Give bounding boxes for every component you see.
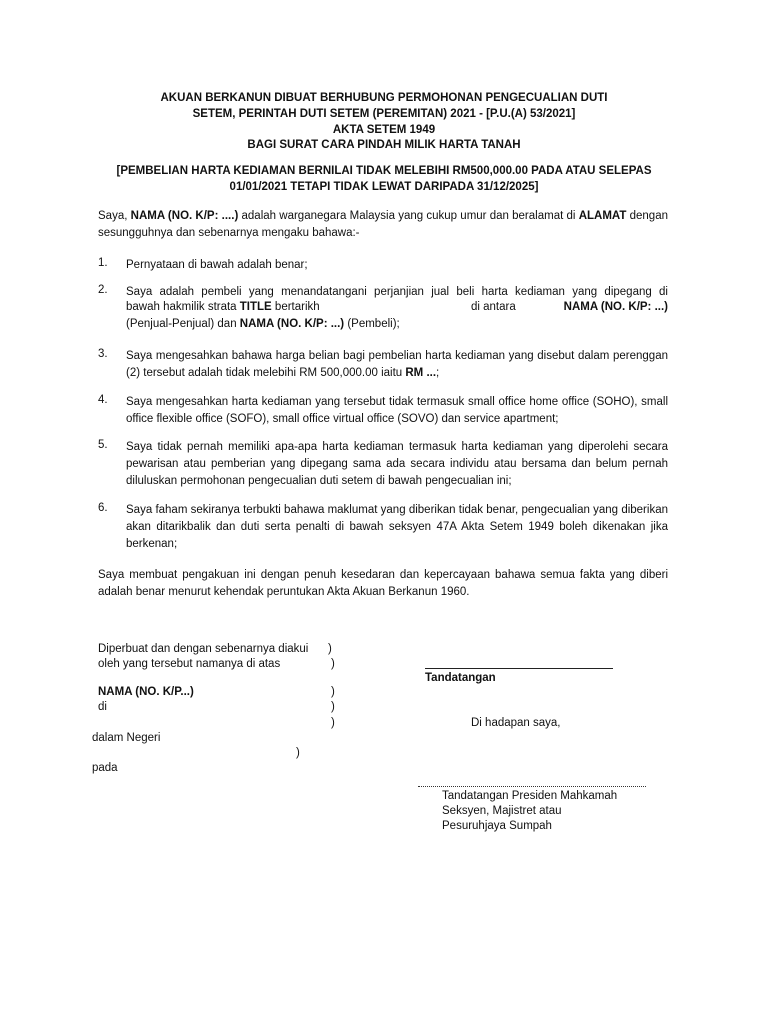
item-4-text: Saya mengesahkan harta kediaman yang tersebut tidak termasuk small office home office (SOHO), small office flexible office (SOFO), small office virtual office (SOVO) dan service apartment;: [126, 396, 668, 425]
item-2-text: Saya adalah pembeli yang menandatangani perjanjian jual beli harta kediaman yang dipegang di: [126, 286, 668, 298]
signing-paren-1: ): [328, 643, 332, 655]
item-3-number: 3.: [98, 348, 108, 360]
item-5-number: 5.: [98, 439, 108, 451]
signing-name: NAMA (NO. K/P...): [98, 686, 194, 698]
item-2-line-3: (Penjual-Penjual) dan NAMA (NO. K/P: ...) (Pembeli);: [126, 318, 400, 330]
signing-paren-3: ): [331, 686, 335, 698]
before-me-label: Di hadapan saya,: [471, 717, 561, 729]
official-title-line-1: Tandatangan Presiden Mahkamah: [442, 790, 618, 802]
item-5-text: Saya tidak pernah memiliki apa-apa harta kediaman termasuk harta kediaman yang diperolehi secara pewarisan atau pemberian yang dipegang sama ada secara individu atau bersama dan belum pernah diluluskan permohonan pengecualian duti setem di bawah pengecualian ini;: [126, 441, 668, 487]
closing-paragraph: Saya membuat pengakuan ini dengan penuh kesedaran dan kepercayaan bahawa semua fakta yang diberi adalah benar menurut kehendak peruntukan Akta Akuan Berkanun 1960.: [98, 569, 668, 598]
doc-title-line-4: BAGI SURAT CARA PINDAH MILIK HARTA TANAH: [247, 139, 521, 151]
signing-paren-5: ): [331, 717, 335, 729]
official-title-line-2: Seksyen, Majistret atau: [442, 805, 562, 817]
item-4-number: 4.: [98, 394, 108, 406]
item-2-number: 2.: [98, 284, 108, 296]
signing-paren-2: ): [331, 658, 335, 670]
item-3-text: Saya mengesahkan bahawa harga belian bagi pembelian harta kediaman yang disebut dalam perenggan (2) tersebut adalah tidak melebihi RM 500,000.00 iaitu RM ...;: [126, 350, 668, 379]
declarant-signature-label: Tandatangan: [425, 672, 496, 684]
item-2-line-2-right: di antara NAMA (NO. K/P: ...): [471, 301, 668, 313]
doc-subtitle-line-1: [PEMBELIAN HARTA KEDIAMAN BERNILAI TIDAK MELEBIHI RM500,000.00 PADA ATAU SELEPAS: [116, 165, 652, 177]
item-6-text: Saya faham sekiranya terbukti bahawa maklumat yang diberikan tidak benar, pengecualian yang diberikan akan ditarikbalik dan duti serta penalti di bawah seksyen 47A Akta Setem 1949 boleh dikenakan jika berkenan;: [126, 504, 668, 550]
intro-paragraph: Saya, NAMA (NO. K/P: ....) adalah warganegara Malaysia yang cukup umur dan beralamat di ALAMAT dengan sesungguhnya dan sebenarnya mengaku bahawa:-: [98, 210, 668, 239]
item-1-number: 1.: [98, 257, 108, 269]
doc-title-line-3: AKTA SETEM 1949: [332, 124, 436, 136]
item-6-number: 6.: [98, 502, 108, 514]
item-1-text: Pernyataan di bawah adalah benar;: [126, 259, 308, 271]
signing-line-1: Diperbuat dan dengan sebenarnya diakui: [98, 643, 309, 655]
official-title-line-3: Pesuruhjaya Sumpah: [442, 820, 552, 832]
declarant-signature-line: [425, 668, 613, 669]
signing-paren-4: ): [331, 701, 335, 713]
signing-place: di: [98, 701, 107, 713]
doc-title-line-1: AKUAN BERKANUN DIBUAT BERHUBUNG PERMOHONAN PENGECUALIAN DUTI: [160, 92, 608, 104]
doc-subtitle-line-2: 01/01/2021 TETAPI TIDAK LEWAT DARIPADA 31/12/2025]: [229, 181, 539, 193]
item-2-line-2-left: bawah hakmilik strata TITLE bertarikh: [126, 301, 320, 313]
official-signature-line: [418, 786, 646, 787]
doc-title-line-2: SETEM, PERINTAH DUTI SETEM (PEREMITAN) 2021 - [P.U.(A) 53/2021]: [192, 108, 576, 120]
signing-paren-6: ): [296, 747, 300, 759]
signing-date: pada: [92, 762, 118, 774]
signing-line-2: oleh yang tersebut namanya di atas: [98, 658, 281, 670]
signing-state: dalam Negeri: [92, 732, 161, 744]
